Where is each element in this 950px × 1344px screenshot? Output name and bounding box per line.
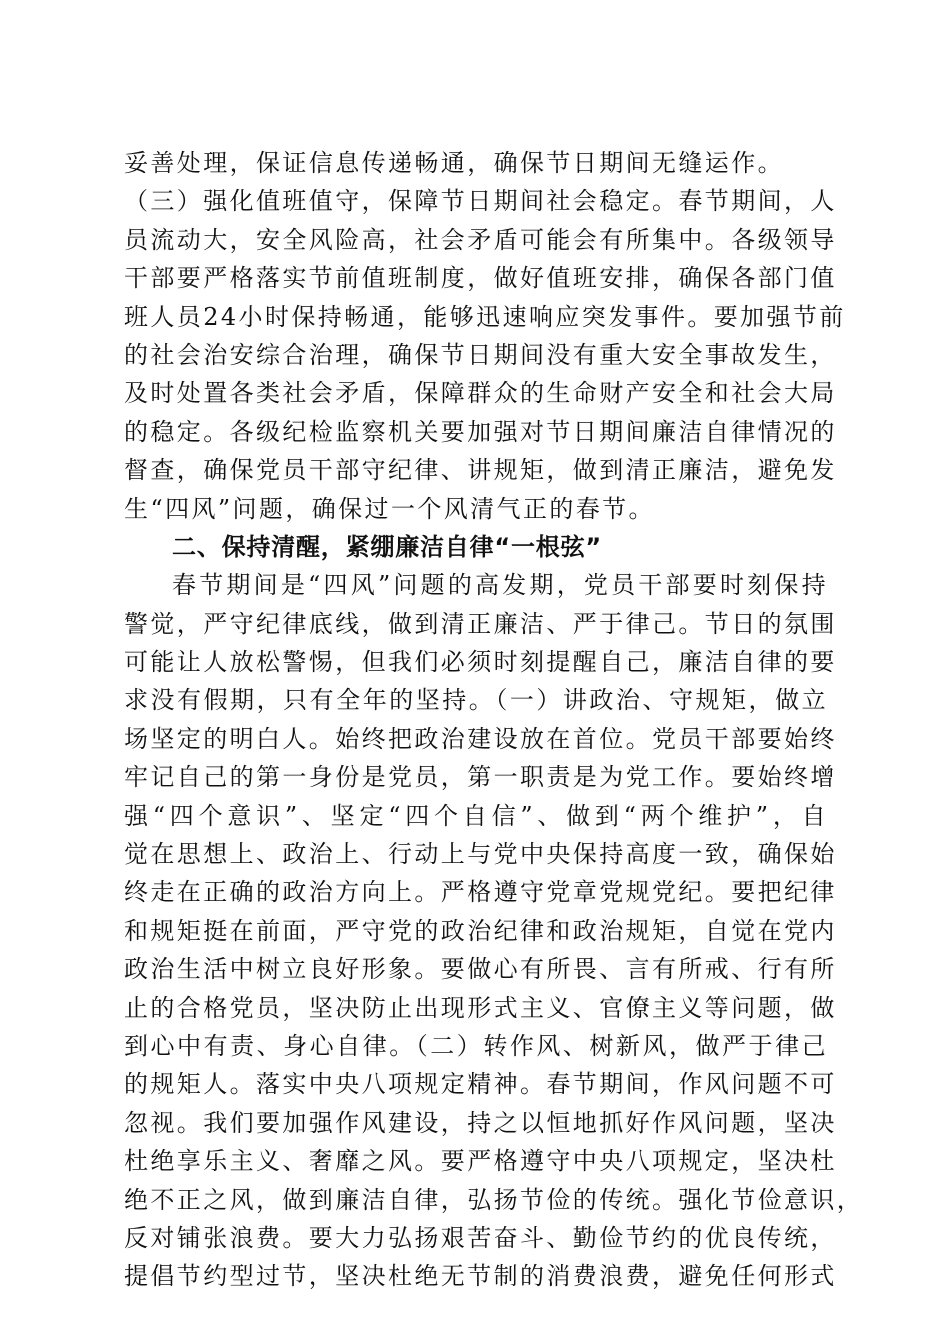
text-line-22: 政治生活中树立良好形象。要做心有所畏、言有所戒、行有所	[124, 955, 837, 984]
paragraph-first-line: 春节期间是“四风”问题的高发期，党员干部要时刻保持	[172, 571, 828, 600]
text-line-1: 妥善处理，保证信息传递畅通，确保节日期间无缝运作。	[124, 149, 784, 177]
text-line-16: 场坚定的明白人。始终把政治建设放在首位。党员干部要始终	[124, 724, 837, 753]
text-line-2: （三）强化值班值守，保障节日期间社会稳定。春节期间，人	[124, 187, 837, 216]
text-line-28: 绝不正之风，做到廉洁自律，弘扬节俭的传统。强化节俭意识，	[124, 1185, 864, 1214]
text-line-26: 忽视。我们要加强作风建设，持之以恒地抓好作风问题，坚决	[124, 1108, 837, 1137]
text-line-25: 的规矩人。落实中央八项规定精神。春节期间，作风问题不可	[124, 1070, 837, 1099]
text-line-17: 牢记自己的第一身份是党员，第一职责是为党工作。要始终增	[124, 763, 837, 792]
text-line-6: 的社会治安综合治理，确保节日期间没有重大安全事故发生，	[124, 340, 837, 369]
text-line-13: 警觉，严守纪律底线，做到清正廉洁、严于律己。节日的氛围	[124, 609, 837, 638]
text-line-20: 终走在正确的政治方向上。严格遵守党章党规党纪。要把纪律	[124, 878, 837, 907]
text-line-23: 止的合格党员，坚决防止出现形式主义、官僚主义等问题，做	[124, 993, 837, 1022]
text-line-19: 觉在思想上、政治上、行动上与党中央保持高度一致，确保始	[124, 840, 837, 869]
body-text	[124, 144, 864, 1296]
text-line-3: 员流动大，安全风险高，社会矛盾可能会有所集中。各级领导	[124, 225, 837, 254]
text-line-4: 干部要严格落实节前值班制度，做好值班安排，确保各部门值	[124, 264, 837, 293]
section-heading: 二、保持清醒，紧绷廉洁自律“一根弦”	[172, 532, 602, 561]
text-line-10: 生“四风”问题，确保过一个风清气正的春节。	[124, 494, 655, 523]
text-line-29: 反对铺张浪费。要大力弘扬艰苦奋斗、勤俭节约的优良传统，	[124, 1223, 837, 1252]
text-line-8: 的稳定。各级纪检监察机关要加强对节日期间廉洁自律情况的	[124, 417, 837, 446]
text-line-5: 班人员24小时保持畅通，能够迅速响应突发事件。要加强节前	[124, 302, 846, 331]
text-line-27: 杜绝享乐主义、奢靡之风。要严格遵守中央八项规定，坚决杜	[124, 1147, 837, 1176]
text-line-30: 提倡节约型过节，坚决杜绝无节制的消费浪费，避免任何形式	[124, 1262, 837, 1291]
text-line-18: 强“四个意识”、坚定“四个自信”、做到“两个维护”，自	[124, 801, 828, 830]
text-line-24: 到心中有责、身心自律。（二）转作风、树新风，做严于律己	[124, 1031, 828, 1060]
text-line-14: 可能让人放松警惕，但我们必须时刻提醒自己，廉洁自律的要	[124, 648, 837, 677]
text-line-21: 和规矩挺在前面，严守党的政治纪律和政治规矩，自觉在党内	[124, 916, 837, 945]
text-line-15: 求没有假期，只有全年的坚持。（一）讲政治、守规矩，做立	[124, 686, 828, 715]
text-line-7: 及时处置各类社会矛盾，保障群众的生命财产安全和社会大局	[124, 379, 837, 408]
text-line-9: 督查，确保党员干部守纪律、讲规矩，做到清正廉洁，避免发	[124, 456, 837, 485]
